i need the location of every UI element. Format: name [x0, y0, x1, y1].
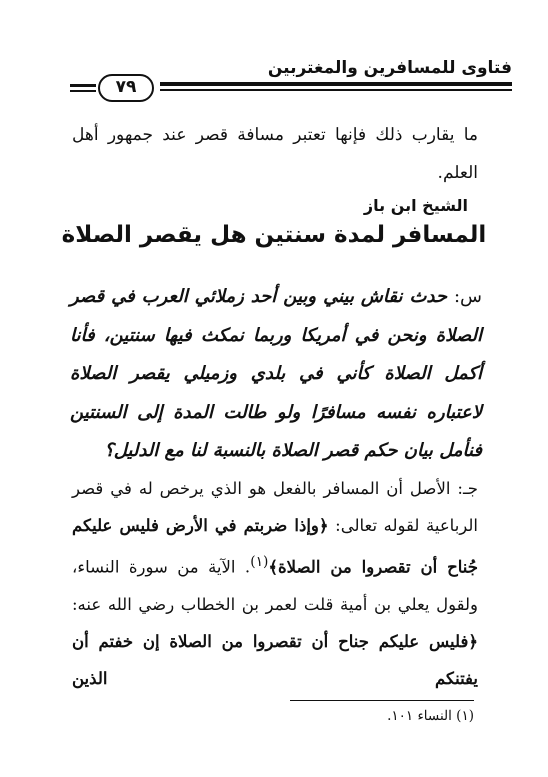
footnote-reference: (١)	[250, 554, 269, 570]
quran-verse-2: ﴿فليس عليكم جناح أن تقصروا من الصلاة إن خفتم أن يفتنكم الذين	[72, 631, 478, 688]
answer-label: جـ:	[457, 479, 478, 498]
section-title: المسافر لمدة سنتين هل يقصر الصلاة	[61, 222, 487, 248]
header-rule-thin	[160, 89, 512, 91]
intro-paragraph: ما يقارب ذلك فإنها تعتبر مسافة قصر عند جمهور أهل العلم.	[72, 125, 478, 183]
header-rule	[160, 82, 512, 86]
footnote-separator	[290, 700, 474, 701]
question-label: س:	[453, 286, 482, 307]
question-text: حدث نقاش بيني وبين أحد زملائي العرب في قصر الصلاة ونحن في أمريكا وربما نمكث فيها سنتين، فأنا أكمل الصلاة كأني في بلدي وزميلي يقصر الصلاة لاعتباره نفسه مسافرًا ولو طالت المدة إلى السنتين فنأمل بيان حكم قصر الصلاة بالنسبة لنا مع الدليل؟	[70, 286, 482, 461]
running-header-title: فتاوى للمسافرين والمغتربين	[267, 58, 512, 78]
answer-text-2: . الآية من سورة النساء، ولقول يعلي بن أمية قلت لعمر بن الخطاب رضي الله عنه:	[72, 557, 478, 614]
page-number-rule-thin	[70, 90, 96, 92]
author-attribution: الشيخ ابن باز	[363, 196, 468, 215]
page-number: ٧٩	[98, 74, 154, 102]
footnote: (١) النساء ١٠١.	[387, 708, 474, 724]
page-number-rule	[70, 84, 96, 87]
quran-verse-1: ﴿وإذا ضربتم في الأرض فليس عليكم جُناح أن تقصروا من الصلاة﴾	[72, 516, 478, 577]
question-paragraph	[70, 278, 482, 471]
answer-paragraph	[72, 470, 478, 697]
answer-text-1: الأصل أن المسافر بالفعل هو الذي يرخص له في قصر الرباعية لقوله تعالى:	[72, 479, 479, 535]
